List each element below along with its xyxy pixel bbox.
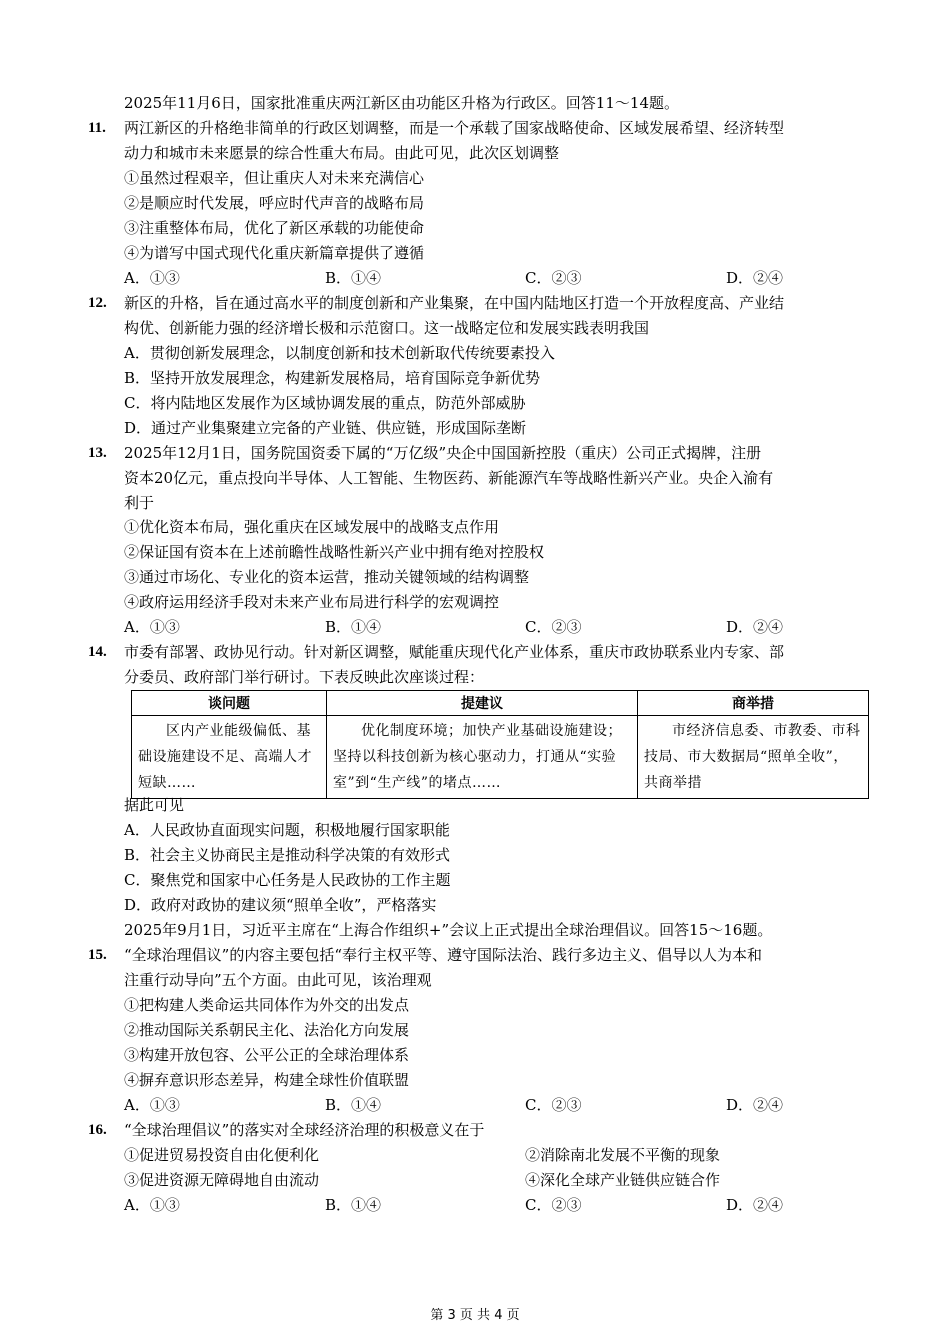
- question-15-choice-c: C．②③: [525, 1096, 582, 1114]
- discussion-table: [131, 690, 869, 799]
- intro-15-16: 2025年9月1日，习近平主席在“上海合作组织+”会议上正式提出全球治理倡议。回答15～16题。: [124, 921, 773, 939]
- question-13-choice-b: B．①④: [325, 618, 382, 636]
- question-11-choice-a: A．①③: [124, 269, 180, 287]
- question-14-stem-line2: 分委员、政府部门举行研讨。下表反映此次座谈过程：: [124, 668, 485, 686]
- question-15-item-1: ①把构建人类命运共同体作为外交的出发点: [124, 996, 410, 1014]
- question-14-stem-line1: 市委有部署、政协见行动。针对新区调整，赋能重庆现代化产业体系，重庆市政协联系业内专家、部: [124, 643, 785, 661]
- question-12-number: 12.: [88, 295, 107, 311]
- question-15-choice-a: A．①③: [124, 1096, 180, 1114]
- question-14-option-d: D．政府对政协的建议须“照单全收”，严格落实: [124, 896, 437, 914]
- question-15-choice-b: B．①④: [325, 1096, 382, 1114]
- question-13-choice-a: A．①③: [124, 618, 180, 636]
- question-11-choice-d: D．②④: [726, 269, 784, 287]
- question-11-stem-line1: 两江新区的升格绝非简单的行政区划调整，而是一个承载了国家战略使命、区域发展希望、经济转型: [124, 119, 785, 137]
- table-cell-measures: 市经济信息委、市教委、市科技局、市大数据局“照单全收”，共商举措: [638, 716, 869, 799]
- question-16-choice-b: B．①④: [325, 1196, 382, 1214]
- question-13-choice-d: D．②④: [726, 618, 784, 636]
- question-16-item-1: ①促进贸易投资自由化便利化: [124, 1146, 320, 1164]
- question-14-option-c: C．聚焦党和国家中心任务是人民政协的工作主题: [124, 871, 451, 889]
- question-16-choice-a: A．①③: [124, 1196, 180, 1214]
- question-11-item-3: ③注重整体布局，优化了新区承载的功能使命: [124, 219, 425, 237]
- table-header-row: [132, 691, 869, 716]
- question-16-stem: “全球治理倡议”的落实对全球经济治理的积极意义在于: [124, 1121, 485, 1139]
- table-row: [132, 716, 869, 799]
- question-16-choice-c: C．②③: [525, 1196, 582, 1214]
- table-header-measures: 商举措: [638, 691, 869, 716]
- question-12-stem-line2: 构优、创新能力强的经济增长极和示范窗口。这一战略定位和发展实践表明我国: [124, 319, 650, 337]
- question-12-option-c: C．将内陆地区发展作为区域协调发展的重点，防范外部威胁: [124, 394, 526, 412]
- question-13-item-1: ①优化资本布局，强化重庆在区域发展中的战略支点作用: [124, 518, 500, 536]
- page-footer: 第 3 页 共 4 页: [430, 1308, 520, 1323]
- question-14-option-a: A．人民政协直面现实问题，积极地履行国家职能: [124, 821, 450, 839]
- question-12-option-a: A．贯彻创新发展理念，以制度创新和技术创新取代传统要素投入: [124, 344, 555, 362]
- table-cell-problems: 区内产业能级偏低、基础设施建设不足、高端人才短缺……: [132, 716, 327, 799]
- question-11-stem-line2: 动力和城市未来愿景的综合性重大布局。由此可见，此次区划调整: [124, 144, 560, 162]
- question-11-choice-b: B．①④: [325, 269, 382, 287]
- question-11-item-2: ②是顺应时代发展，呼应时代声音的战略布局: [124, 194, 425, 212]
- question-15-number: 15.: [88, 947, 107, 963]
- question-13-item-2: ②保证国有资本在上述前瞻性战略性新兴产业中拥有绝对控股权: [124, 543, 545, 561]
- table-cell-suggestions: 优化制度环境；加快产业基础设施建设；坚持以科技创新为核心驱动力，打通从“实验室”到“生产线”的堵点……: [327, 716, 638, 799]
- question-16-item-2: ②消除南北发展不平衡的现象: [525, 1146, 721, 1164]
- question-13-item-3: ③通过市场化、专业化的资本运营，推动关键领域的结构调整: [124, 568, 530, 586]
- question-12-option-d: D．通过产业集聚建立完备的产业链、供应链，形成国际垄断: [124, 419, 527, 437]
- question-11-choice-c: C．②③: [525, 269, 582, 287]
- question-13-item-4: ④政府运用经济手段对未来产业布局进行科学的宏观调控: [124, 593, 500, 611]
- question-15-item-3: ③构建开放包容、公平公正的全球治理体系: [124, 1046, 410, 1064]
- question-16-item-3: ③促进资源无障碍地自由流动: [124, 1171, 320, 1189]
- question-15-stem-line1: “全球治理倡议”的内容主要包括“奉行主权平等、遵守国际法治、践行多边主义、倡导以人为本和: [124, 946, 763, 964]
- question-13-number: 13.: [88, 445, 107, 461]
- question-12-option-b: B．坚持开放发展理念，构建新发展格局，培育国际竞争新优势: [124, 369, 541, 387]
- question-16-item-4: ④深化全球产业链供应链合作: [525, 1171, 721, 1189]
- table-header-suggestions: 提建议: [327, 691, 638, 716]
- question-13-stem-line2: 资本20亿元，重点投向半导体、人工智能、生物医药、新能源汽车等战略性新兴产业。央企入渝有: [124, 469, 774, 487]
- question-13-choice-c: C．②③: [525, 618, 582, 636]
- question-12-stem-line1: 新区的升格，旨在通过高水平的制度创新和产业集聚，在中国内陆地区打造一个开放程度高、产业结: [124, 294, 785, 312]
- question-15-stem-line2: 注重行动导向”五个方面。由此可见，该治理观: [124, 971, 432, 989]
- question-15-item-2: ②推动国际关系朝民主化、法治化方向发展: [124, 1021, 410, 1039]
- question-15-item-4: ④摒弃意识形态差异，构建全球性价值联盟: [124, 1071, 410, 1089]
- question-14-option-b: B．社会主义协商民主是推动科学决策的有效形式: [124, 846, 451, 864]
- question-15-choice-d: D．②④: [726, 1096, 784, 1114]
- question-13-stem-line3: 利于: [124, 494, 155, 512]
- question-13-stem-line1: 2025年12月1日，国务院国资委下属的“万亿级”央企中国国新控股（重庆）公司正式揭牌，注册: [124, 444, 762, 462]
- table-header-problems: 谈问题: [132, 691, 327, 716]
- question-16-number: 16.: [88, 1122, 107, 1138]
- question-14-lead: 据此可见: [124, 796, 185, 814]
- question-14-number: 14.: [88, 644, 107, 660]
- question-11-item-1: ①虽然过程艰辛，但让重庆人对未来充满信心: [124, 169, 425, 187]
- intro-11-14: 2025年11月6日，国家批准重庆两江新区由功能区升格为行政区。回答11～14题。: [124, 94, 679, 112]
- question-11-item-4: ④为谱写中国式现代化重庆新篇章提供了遵循: [124, 244, 425, 262]
- question-16-choice-d: D．②④: [726, 1196, 784, 1214]
- question-11-number: 11.: [88, 120, 106, 136]
